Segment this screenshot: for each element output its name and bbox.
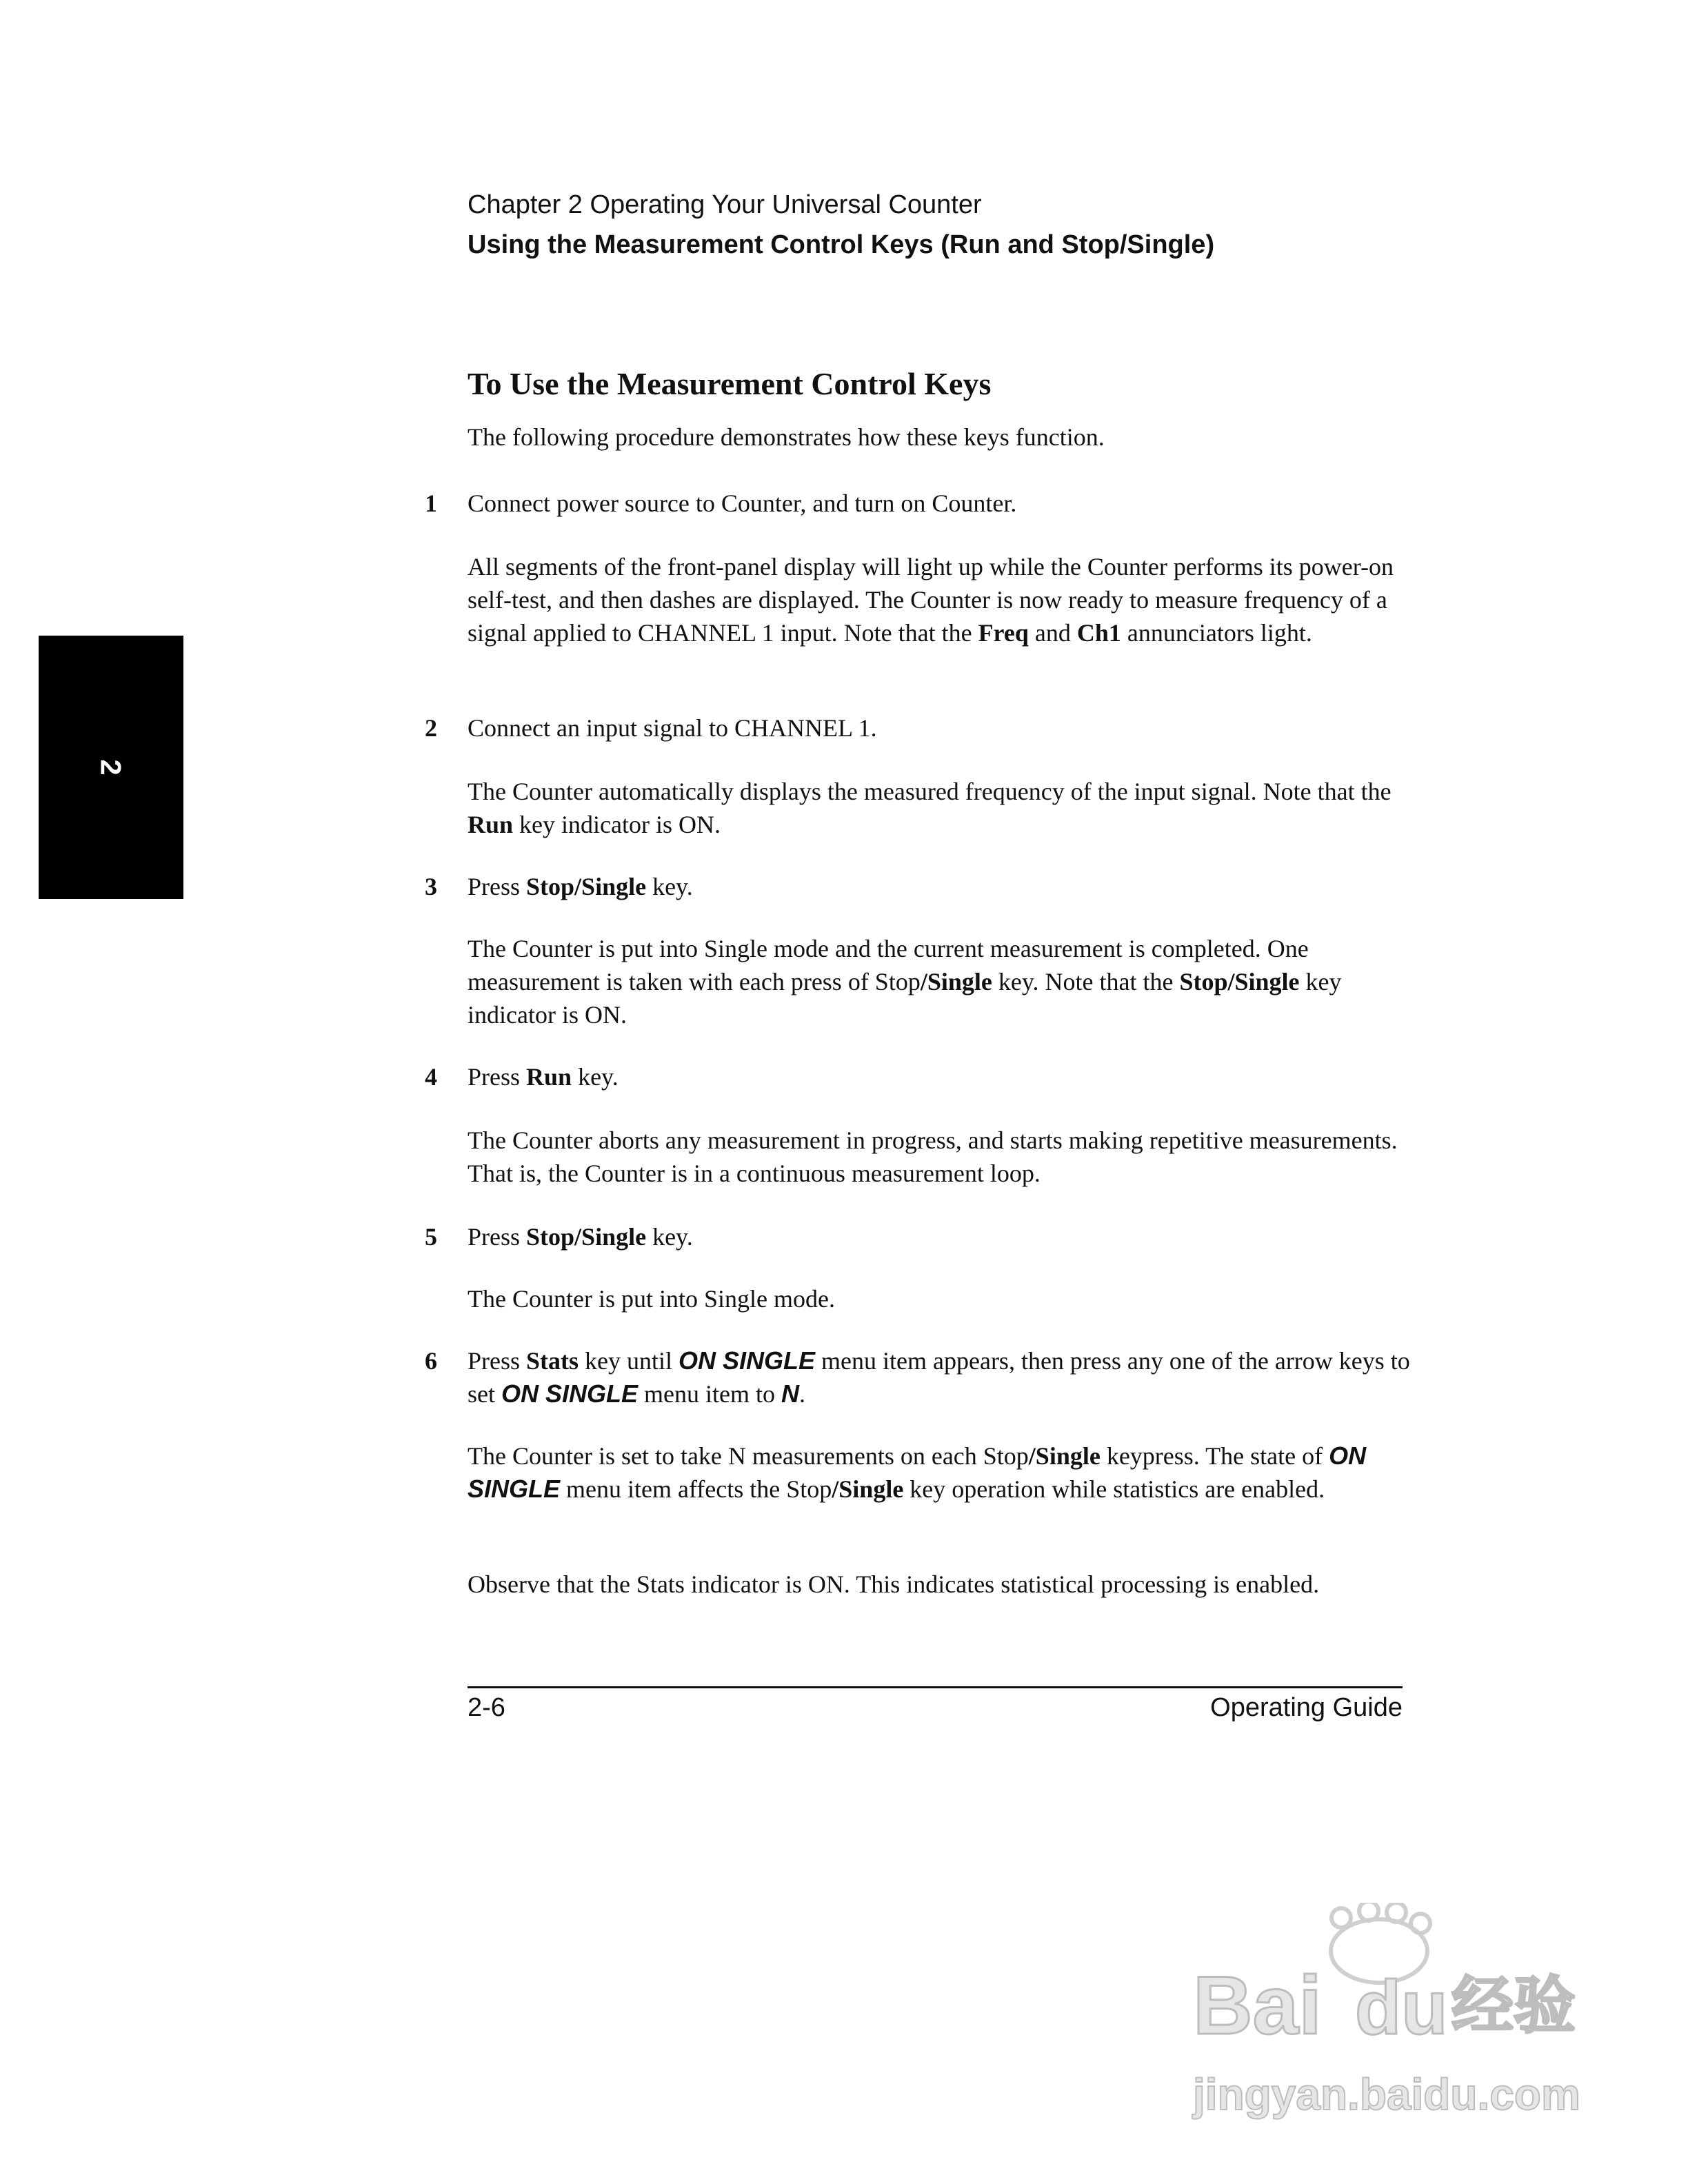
step-number: 6 [425, 1347, 437, 1375]
section-header: Using the Measurement Control Keys (Run and Stop/Single) [468, 230, 1215, 259]
page-number: 2-6 [468, 1693, 505, 1722]
step-number: 3 [425, 873, 437, 900]
watermark-url: jingyan.baidu.com [1193, 2070, 1580, 2119]
baidu-watermark-logo [1172, 1903, 1586, 2130]
watermark-brand: Bai [1193, 1959, 1322, 2052]
step-detail: The Counter is put into Single mode. [468, 1285, 835, 1313]
step-text: Connect an input signal to CHANNEL 1. [468, 714, 877, 742]
step-text: Connect power source to Counter, and turn on Counter. [468, 489, 1017, 517]
chapter-header: Chapter 2 Operating Your Universal Counter [468, 190, 982, 219]
step-text: Press Run key. [468, 1063, 619, 1091]
step-number: 5 [425, 1223, 437, 1251]
step-number: 1 [425, 489, 437, 517]
step-text: Press Stats key until ON SINGLE menu item appears, then press any one of the arrow keys to set ON SINGLE menu item to N. [468, 1346, 1410, 1408]
step-note: Observe that the Stats indicator is ON. This indicates statistical processing is enabled. [468, 1570, 1320, 1598]
step-detail: All segments of the front-panel display will light up while the Counter performs its power-on self-test, and then dashes are displayed. The Counter is now ready to measure frequency of a signal applied to CHANNEL 1 input. Note that the Freq and Ch1 annunciators light. [468, 553, 1394, 647]
page-title: To Use the Measurement Control Keys [468, 366, 992, 401]
step-detail: The Counter is put into Single mode and the current measurement is completed. One measurement is taken with each press of Stop/Single key. Note that the Stop/Single key indicator is ON. [468, 935, 1342, 1029]
step-detail: The Counter is set to take N measurements on each Stop/Single keypress. The state of ON SINGLE menu item affects the Stop/Single key operation while statistics are enabled. [468, 1442, 1367, 1503]
step-text: Press Stop/Single key. [468, 1223, 693, 1251]
step-detail: The Counter aborts any measurement in progress, and starts making repetitive measurements. That is, the Counter is in a continuous measurement loop. [468, 1126, 1398, 1187]
footer-rule [468, 1686, 1403, 1688]
chapter-tab [39, 636, 183, 899]
watermark-cn: 经验 [1451, 1970, 1576, 2042]
chapter-tab-label: 2 [94, 759, 128, 776]
step-number: 2 [425, 714, 437, 742]
intro-text: The following procedure demonstrates how these keys function. [468, 423, 1105, 451]
watermark-brand-du: du [1355, 1965, 1448, 2050]
step-text: Press Stop/Single key. [468, 873, 693, 900]
footer-guide-title: Operating Guide [1210, 1693, 1403, 1722]
step-detail: The Counter automatically displays the measured frequency of the input signal. Note that the Run key indicator is ON. [468, 778, 1391, 838]
step-number: 4 [425, 1063, 437, 1091]
